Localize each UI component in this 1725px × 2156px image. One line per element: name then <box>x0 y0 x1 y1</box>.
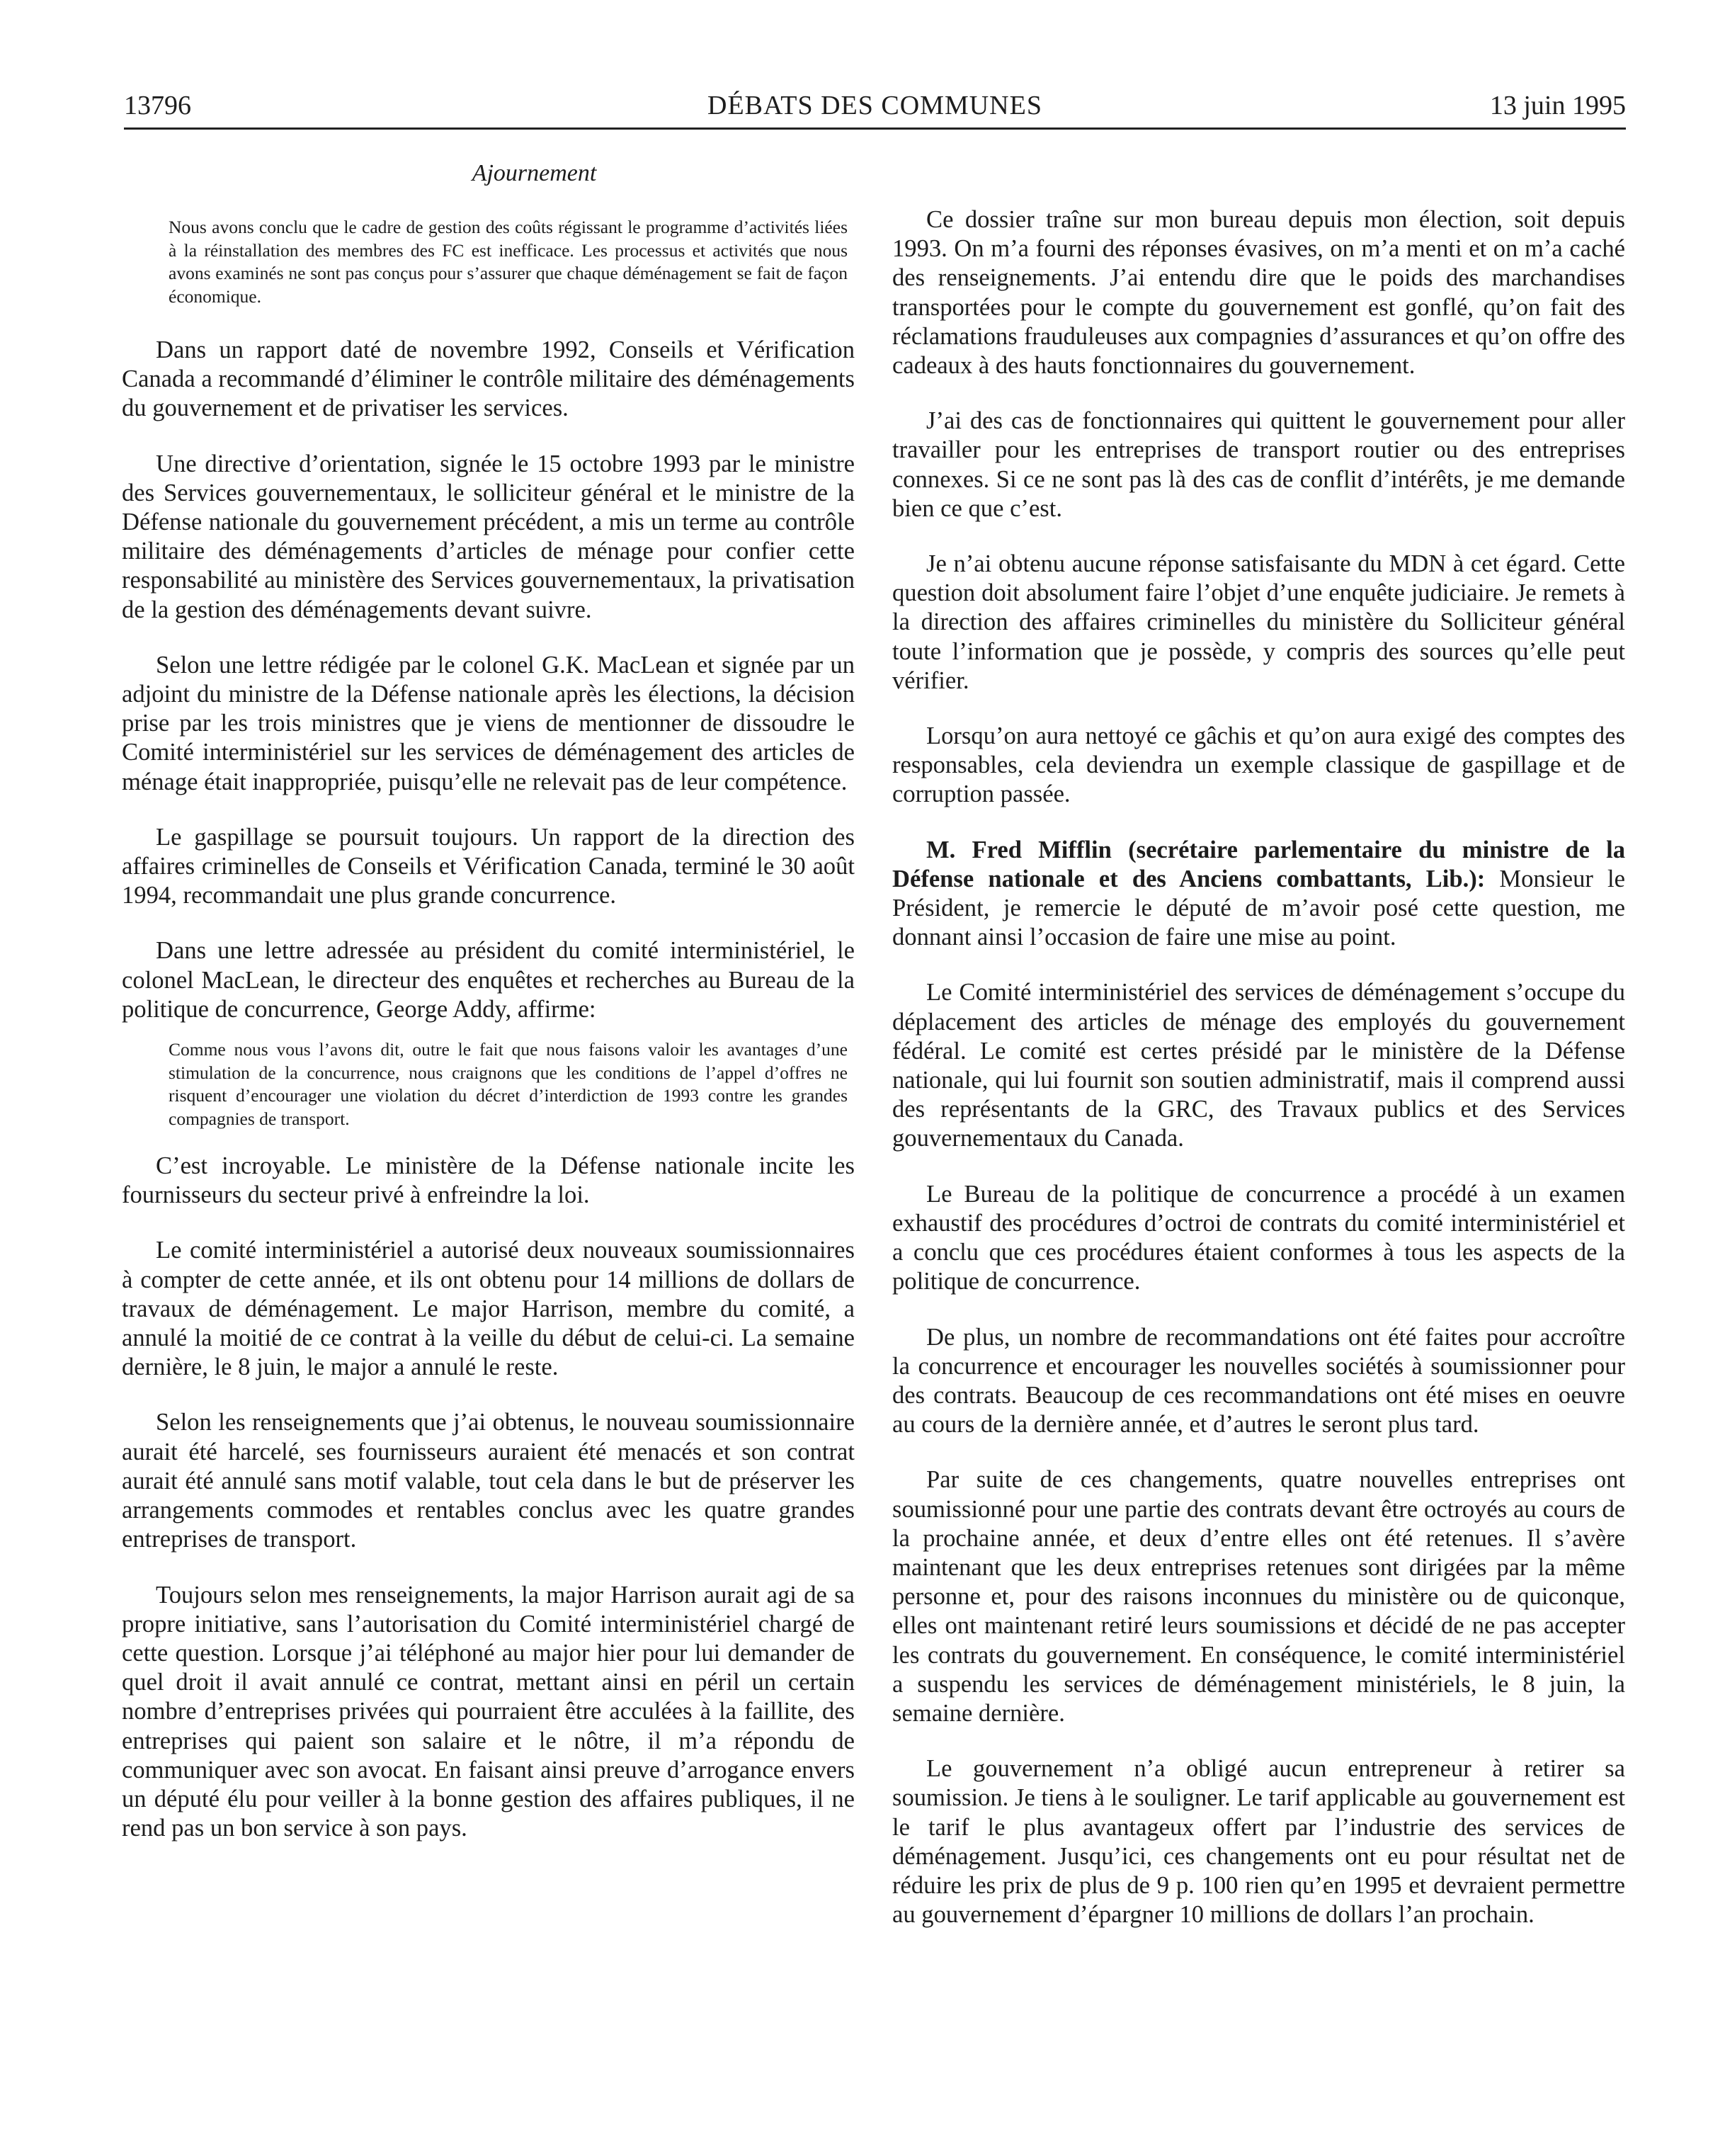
issue-date: 13 juin 1995 <box>1489 91 1626 120</box>
paragraph: Le gaspillage se poursuit toujours. Un rapport de la direction des affaires criminelles de Conseils et Vérification Canada, terminé le 30 août 1994, recommandait une plus grande concurrence. <box>122 823 855 909</box>
page-number: 13796 <box>124 91 191 120</box>
paragraph: Le comité interministériel a autorisé deux nouveaux soumissionnaires à compter de cette année, et ils ont obtenu pour 14 millions de dollars de travaux de déménagement. Le major Harrison, membre du comité, a annulé la moitié de ce contrat à la veille du début de celui-ci. La semaine dernière, le 8 juin, le major a annulé le reste. <box>122 1237 855 1381</box>
paragraph: Dans une lettre adressée au président du comité interministériel, le colonel MacLean, le directeur des enquêtes et recherches au Bureau de la politique de concurrence, George Addy, affirme: <box>122 937 855 1023</box>
paragraph: Selon les renseignements que j’ai obtenus, le nouveau soumissionnaire aurait été harcelé, ses fournisseurs auraient été menacés et son contrat aurait été annulé sans motif valable, tout cela dans le but de préserver les arrangements commodes et rentables conclus avec les quatre grandes entreprises de transport. <box>122 1409 855 1553</box>
paragraph: De plus, un nombre de recommandations ont été faites pour accroître la concurrence et encourager les nouvelles sociétés à soumissionner pour des contrats. Beaucoup de ces recommandations ont été mises en oeuvre au cours de la dernière année, et d’autres le seront plus tard. <box>892 1323 1625 1439</box>
speaker-name: M. Fred Mifflin (secrétaire parlementaire du ministre de la Défense nationale et des Anciens combattants, Lib.): <box>892 836 1625 892</box>
paragraph: Selon une lettre rédigée par le colonel G.K. MacLean et signée par un adjoint du ministre de la Défense nationale après les élections, la décision prise par les trois ministres que je viens de mentionner de dissoudre le Comité interministériel sur les services de déménagement des articles de ménage était inappropriée, puisqu’elle ne relevait pas de leur compétence. <box>122 651 855 795</box>
paragraph: Toujours selon mes renseignements, la major Harrison aurait agi de sa propre initiative, sans l’autorisation du Comité interministériel chargé de cette question. Lorsque j’ai téléphoné au major hier pour lui demander de quel droit il avait annulé ce contrat, mettant ainsi en péril un certain nombre d’entreprises privées qui pourraient être acculées à la faillite, des entreprises qui paient son salaire et le nôtre, il m’a répondu de communiquer avec son avocat. En faisant ainsi preuve d’arrogance envers un député élu pour veiller à la bonne gestion des affaires publiques, il ne rend pas un bon service à son pays. <box>122 1581 855 1842</box>
block-quote: Comme nous vous l’avons dit, outre le fait que nous faisons valoir les avantages d’une stimulation de la concurrence, nous craignons que les conditions de l’appel d’offres ne risquent d’encourager une violation du décret d’interdiction de 1993 contre les grandes compagnies de transport. <box>169 1039 848 1129</box>
speaker-paragraph <box>892 836 1625 953</box>
publication-title: DÉBATS DES COMMUNES <box>707 91 1042 120</box>
running-header <box>124 88 1626 130</box>
left-column <box>122 159 855 1869</box>
paragraph: J’ai des cas de fonctionnaires qui quittent le gouvernement pour aller travailler pour les entreprises de transport routier ou des entreprises connexes. Si ce ne sont pas là des cas de conflit d’intérêts, je me demande bien ce que c’est. <box>892 407 1625 522</box>
paragraph: Le Comité interministériel des services de déménagement s’occupe du déplacement des articles de ménage des employés du gouvernement fédéral. Le comité est certes présidé par le ministère de la Défense nationale, qui lui fournit son soutien administratif, mais il comprend aussi des représentants de la GRC, des Travaux publics et des Services gouvernementaux du Canada. <box>892 979 1625 1152</box>
section-title: Ajournement <box>472 160 597 186</box>
paragraph: Ce dossier traîne sur mon bureau depuis mon élection, soit depuis 1993. On m’a fourni des réponses évasives, on m’a menti et on m’a caché des renseignements. J’ai entendu dire que le poids des marchandises transportées pour le compte du gouvernement est gonflé, qu’on fait des réclamations frauduleuses aux compagnies d’assurances et qu’on offre des cadeaux à des hauts fonctionnaires du gouvernement. <box>892 206 1625 380</box>
paragraph: Le gouvernement n’a obligé aucun entrepreneur à retirer sa soumission. Je tiens à le souligner. Le tarif applicable au gouvernement est le tarif le plus avantageux offert par l’industrie des services de déménagement. Jusqu’ici, ces changements ont eu pour résultat net de réduire les prix de plus de 9 p. 100 rien qu’en 1995 et devraient permettre au gouvernement d’épargner 10 millions de dollars l’an prochain. <box>892 1755 1625 1929</box>
paragraph: Par suite de ces changements, quatre nouvelles entreprises ont soumissionné pour une partie des contrats devant être octroyés au cours de la prochaine année, et deux d’entre elles ont été retenues. Il s’avère maintenant que les deux entreprises retenues sont dirigées par la même personne et, pour des raisons inconnues du ministère ou de quiconque, elles ont maintenant retiré leurs soumissions et décidé de ne pas accepter les contrats du gouvernement. En conséquence, le comité interministériel a suspendu les services de déménagement ministériels, le 8 juin, la semaine dernière. <box>892 1466 1625 1727</box>
block-quote: Nous avons conclu que le cadre de gestion des coûts régissant le programme d’activités liées à la réinstallation des membres des FC est inefficace. Les processus et activités que nous avons examinés ne sont pas conçus pour s’assurer que chaque déménagement se fait de façon économique. <box>169 217 848 307</box>
paragraph: Dans un rapport daté de novembre 1992, Conseils et Vérification Canada a recommandé d’éliminer le contrôle militaire des déménagements du gouvernement et de privatiser les services. <box>122 336 855 422</box>
paragraph: Une directive d’orientation, signée le 15 octobre 1993 par le ministre des Services gouvernementaux, le solliciteur général et le ministre de la Défense nationale du gouvernement précédent, a mis un terme au contrôle militaire des déménagements d’articles de ménage pour confier cette responsabilité au ministère des Services gouvernementaux, la privatisation de la gestion des déménagements devant suivre. <box>122 450 855 623</box>
paragraph: Le Bureau de la politique de concurrence a procédé à un examen exhaustif des procédures d’octroi de contrats du comité interministériel et a conclu que ces procédures étaient conformes à tous les aspects de la politique de concurrence. <box>892 1180 1625 1295</box>
paragraph: C’est incroyable. Le ministère de la Défense nationale incite les fournisseurs du secteur privé à enfreindre la loi. <box>122 1152 855 1209</box>
right-column <box>892 205 1625 1956</box>
paragraph: Lorsqu’on aura nettoyé ce gâchis et qu’on aura exigé des comptes des responsables, cela deviendra un exemple classique de gaspillage et de corruption passée. <box>892 722 1625 808</box>
paragraph: Je n’ai obtenu aucune réponse satisfaisante du MDN à cet égard. Cette question doit absolument faire l’objet d’une enquête judiciaire. Je remets à la direction des affaires criminelles du ministère du Solliciteur général toute l’information que je possède, y compris des sources qu’elle peut vérifier. <box>892 550 1625 694</box>
paragraph-text: Monsieur le Président, je remercie le député de m’avoir posé cette question, me donnant ainsi l’occasion de faire une mise au point. <box>892 865 1625 951</box>
